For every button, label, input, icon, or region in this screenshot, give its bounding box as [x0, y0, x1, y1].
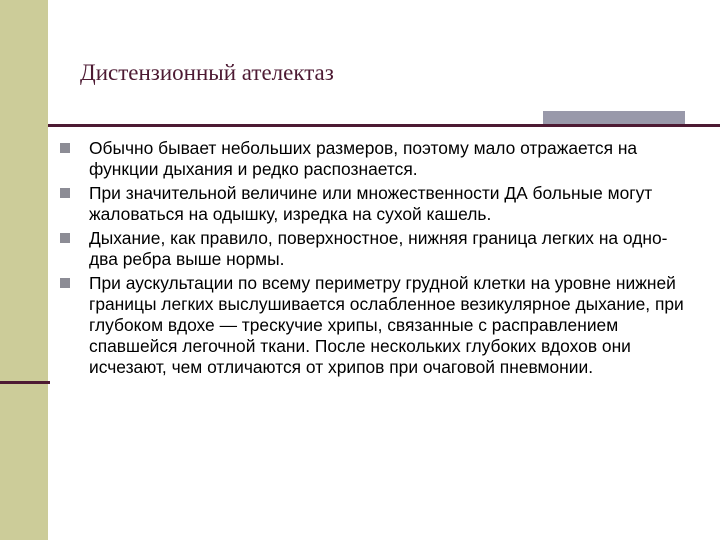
square-bullet-icon — [60, 233, 70, 243]
bullet-item — [56, 183, 692, 225]
bullet-item — [56, 228, 692, 270]
bullet-item — [56, 138, 692, 180]
bullet-list — [56, 138, 692, 381]
bullet-text: При аускультации по всему периметру грудной клетки на уровне нижней границы легких выслушивается ослабленное везикулярное дыхание, при глубоком вдохе — трескучие хрипы, связанные с расправлением спавшейся легочной ткани. После нескольких глубоких вдохов они исчезают, чем отличаются от хрипов при очаговой пневмонии. — [89, 273, 684, 377]
bullet-text: Дыхание, как правило, поверхностное, нижняя граница легких на одно-два ребра выше нормы. — [89, 228, 668, 269]
bullet-text: При значительной величине или множественности ДА больные могут жаловаться на одышку, изредка на сухой кашель. — [89, 183, 653, 224]
left-decorative-band — [0, 0, 48, 540]
accent-block — [543, 111, 685, 124]
bullet-item — [56, 273, 692, 378]
square-bullet-icon — [60, 188, 70, 198]
left-divider-line — [0, 381, 50, 384]
slide-title: Дистензионный ателектаз — [80, 60, 334, 85]
bullet-text: Обычно бывает небольших размеров, поэтому мало отражается на функции дыхания и редко распознается. — [89, 138, 638, 179]
title-divider-line — [48, 124, 720, 127]
square-bullet-icon — [60, 143, 70, 153]
square-bullet-icon — [60, 278, 70, 288]
